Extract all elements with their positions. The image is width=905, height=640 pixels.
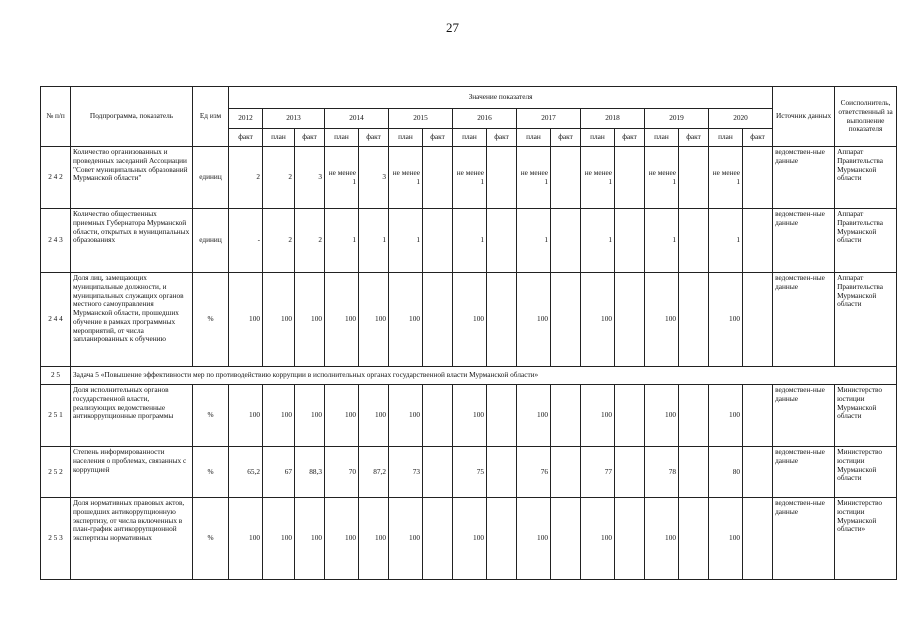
row-value: [487, 273, 517, 367]
row-indicator-name: Доля нормативных правовых актов, прошедших антикоррупционную экспертизу, от числа включенных в план-график антикоррупционной экспертизы нормативных: [71, 498, 193, 580]
header-fact: факт: [615, 129, 645, 147]
table-header: [41, 87, 897, 147]
row-value: [679, 385, 709, 447]
task-number: 2 5: [41, 367, 71, 385]
header-plan: план: [517, 129, 551, 147]
row-value: [679, 498, 709, 580]
row-indicator-name: Доля лиц, замещающих муниципальные должности, и муниципальных служащих органов местного самоуправления Мурманской области, прошедших обучение в рамках программных мероприятий, от числа запланированных к обучению: [71, 273, 193, 367]
indicators-table: [40, 86, 897, 580]
row-value: [615, 147, 645, 209]
row-source: ведомствен-ные данные: [773, 147, 835, 209]
row-number: 2 5 2: [41, 447, 71, 498]
row-indicator-name: Степень информированности населения о проблемах, связанных с коррупцией: [71, 447, 193, 498]
row-value: 100: [517, 385, 551, 447]
header-name: Подпрограмма, показатель: [71, 87, 193, 147]
header-plan: план: [325, 129, 359, 147]
row-value: 100: [229, 498, 263, 580]
row-value: 100: [359, 498, 389, 580]
row-value: 1: [645, 209, 679, 273]
row-value: [743, 147, 773, 209]
row-value: [551, 385, 581, 447]
header-plan: план: [263, 129, 295, 147]
row-value: 100: [295, 498, 325, 580]
row-value: 100: [581, 273, 615, 367]
row-value: 100: [389, 498, 423, 580]
row-value: 100: [453, 498, 487, 580]
row-value: [551, 273, 581, 367]
row-value: 100: [645, 385, 679, 447]
row-value: 1: [389, 209, 423, 273]
row-value: [743, 447, 773, 498]
row-value: [487, 447, 517, 498]
row-value: [615, 385, 645, 447]
row-value: 100: [581, 385, 615, 447]
header-plan: план: [389, 129, 423, 147]
header-plan: план: [709, 129, 743, 147]
row-executor: Министерство юстиции Мурманской области: [835, 385, 897, 447]
row-value: [679, 147, 709, 209]
row-executor: Аппарат Правительства Мурманской области: [835, 273, 897, 367]
row-value: 88,3: [295, 447, 325, 498]
page-number: 27: [446, 20, 459, 35]
row-value: 1: [581, 209, 615, 273]
header-plan: план: [453, 129, 487, 147]
header-fact: факт: [359, 129, 389, 147]
header-fact: факт: [295, 129, 325, 147]
row-value: 100: [325, 385, 359, 447]
row-value: 2: [295, 209, 325, 273]
row-value: 75: [453, 447, 487, 498]
task-title: Задача 5 «Повышение эффективности мер по противодействию коррупции в исполнительных органах государственной власти Мурманской области»: [71, 367, 897, 385]
row-value: 3: [359, 147, 389, 209]
row-number: 2 5 3: [41, 498, 71, 580]
row-value: [551, 209, 581, 273]
row-value: 3: [295, 147, 325, 209]
row-value: [551, 498, 581, 580]
row-value: 76: [517, 447, 551, 498]
row-value: 2: [263, 209, 295, 273]
header-unit: Ед изм: [193, 87, 229, 147]
row-value: [423, 273, 453, 367]
row-number: 2 4 2: [41, 147, 71, 209]
task-row: [41, 367, 897, 385]
header-year: 2020: [709, 109, 773, 129]
row-number: 2 4 4: [41, 273, 71, 367]
row-value: [615, 447, 645, 498]
header-plan: план: [581, 129, 615, 147]
row-unit: %: [193, 385, 229, 447]
row-value: 100: [359, 273, 389, 367]
row-value: [423, 447, 453, 498]
header-fact: факт: [743, 129, 773, 147]
row-value: 100: [709, 273, 743, 367]
row-value: [679, 447, 709, 498]
row-value: 1: [359, 209, 389, 273]
table-row: [41, 273, 897, 367]
row-value: 100: [517, 273, 551, 367]
row-value: не менее 1: [645, 147, 679, 209]
row-unit: единиц: [193, 209, 229, 273]
row-indicator-name: Доля исполнительных органов государственной власти, реализующих ведомственные антикоррупционные программы: [71, 385, 193, 447]
row-value: 100: [263, 498, 295, 580]
row-value: [551, 447, 581, 498]
row-value: 1: [453, 209, 487, 273]
row-value: 100: [325, 273, 359, 367]
row-executor: Министерство юстиции Мурманской области: [835, 447, 897, 498]
row-unit: единиц: [193, 147, 229, 209]
row-value: [615, 498, 645, 580]
row-source: ведомствен-ные данные: [773, 209, 835, 273]
header-year: 2012: [229, 109, 263, 129]
row-value: [487, 209, 517, 273]
header-no: № п/п: [41, 87, 71, 147]
header-year: 2013: [263, 109, 325, 129]
row-executor: Аппарат Правительства Мурманской области: [835, 147, 897, 209]
row-value: 100: [263, 385, 295, 447]
row-value: не менее 1: [325, 147, 359, 209]
row-value: 73: [389, 447, 423, 498]
row-value: 78: [645, 447, 679, 498]
header-values: Значение показателя: [229, 87, 773, 109]
row-value: 65,2: [229, 447, 263, 498]
header-year: 2016: [453, 109, 517, 129]
row-value: 67: [263, 447, 295, 498]
row-unit: %: [193, 273, 229, 367]
row-value: 87,2: [359, 447, 389, 498]
row-value: 100: [453, 273, 487, 367]
row-value: не менее 1: [517, 147, 551, 209]
row-value: [679, 273, 709, 367]
header-fact: факт: [423, 129, 453, 147]
row-number: 2 4 3: [41, 209, 71, 273]
header-year: 2017: [517, 109, 581, 129]
row-value: 100: [359, 385, 389, 447]
table-row: [41, 209, 897, 273]
header-fact: факт: [551, 129, 581, 147]
table-row: [41, 447, 897, 498]
row-value: 100: [645, 273, 679, 367]
row-value: 100: [325, 498, 359, 580]
header-fact: факт: [679, 129, 709, 147]
row-value: 2: [229, 147, 263, 209]
row-number: 2 5 1: [41, 385, 71, 447]
row-value: 2: [263, 147, 295, 209]
row-value: 77: [581, 447, 615, 498]
row-value: 100: [263, 273, 295, 367]
row-value: 100: [295, 385, 325, 447]
row-source: ведомствен-ные данные: [773, 385, 835, 447]
row-value: 100: [709, 385, 743, 447]
row-value: [743, 498, 773, 580]
row-executor: Министерство юстиции Мурманской области»: [835, 498, 897, 580]
row-value: [423, 385, 453, 447]
header-year: 2019: [645, 109, 709, 129]
row-value: [423, 147, 453, 209]
header-plan: план: [645, 129, 679, 147]
row-value: 70: [325, 447, 359, 498]
row-value: 100: [295, 273, 325, 367]
table-row: [41, 498, 897, 580]
row-value: [615, 209, 645, 273]
header-fact: факт: [229, 129, 263, 147]
row-value: не менее 1: [709, 147, 743, 209]
row-value: [743, 273, 773, 367]
row-value: 1: [517, 209, 551, 273]
table-body: [41, 147, 897, 580]
row-value: 1: [709, 209, 743, 273]
row-source: ведомствен-ные данные: [773, 498, 835, 580]
row-value: [423, 498, 453, 580]
row-value: 100: [389, 273, 423, 367]
row-indicator-name: Количество организованных и проведенных заседаний Ассоциации "Совет муниципальных образований Мурманской области": [71, 147, 193, 209]
row-value: не менее 1: [581, 147, 615, 209]
row-source: ведомствен-ные данные: [773, 447, 835, 498]
row-value: 100: [389, 385, 423, 447]
row-value: [743, 209, 773, 273]
row-value: 100: [709, 498, 743, 580]
row-value: не менее 1: [389, 147, 423, 209]
row-unit: %: [193, 498, 229, 580]
row-executor: Аппарат Правительства Мурманской области: [835, 209, 897, 273]
row-unit: %: [193, 447, 229, 498]
row-value: не менее 1: [453, 147, 487, 209]
row-value: 100: [229, 385, 263, 447]
row-value: 100: [453, 385, 487, 447]
row-source: ведомствен-ные данные: [773, 273, 835, 367]
row-value: [487, 385, 517, 447]
row-value: -: [229, 209, 263, 273]
header-source: Источник данных: [773, 87, 835, 147]
header-year: 2018: [581, 109, 645, 129]
table-row: [41, 385, 897, 447]
row-value: 100: [645, 498, 679, 580]
table-row: [41, 147, 897, 209]
row-value: [615, 273, 645, 367]
row-value: 1: [325, 209, 359, 273]
header-fact: факт: [487, 129, 517, 147]
row-value: [679, 209, 709, 273]
row-value: [743, 385, 773, 447]
header-year: 2015: [389, 109, 453, 129]
header-executor: Соисполнитель, ответственный за выполнение показателя: [835, 87, 897, 147]
header-year: 2014: [325, 109, 389, 129]
row-value: 100: [581, 498, 615, 580]
row-indicator-name: Количество общественных приемных Губернатора Мурманской области, открытых в муниципальных образованиях: [71, 209, 193, 273]
row-value: [487, 498, 517, 580]
row-value: [423, 209, 453, 273]
row-value: 100: [517, 498, 551, 580]
row-value: 100: [229, 273, 263, 367]
row-value: [487, 147, 517, 209]
row-value: [551, 147, 581, 209]
row-value: 80: [709, 447, 743, 498]
